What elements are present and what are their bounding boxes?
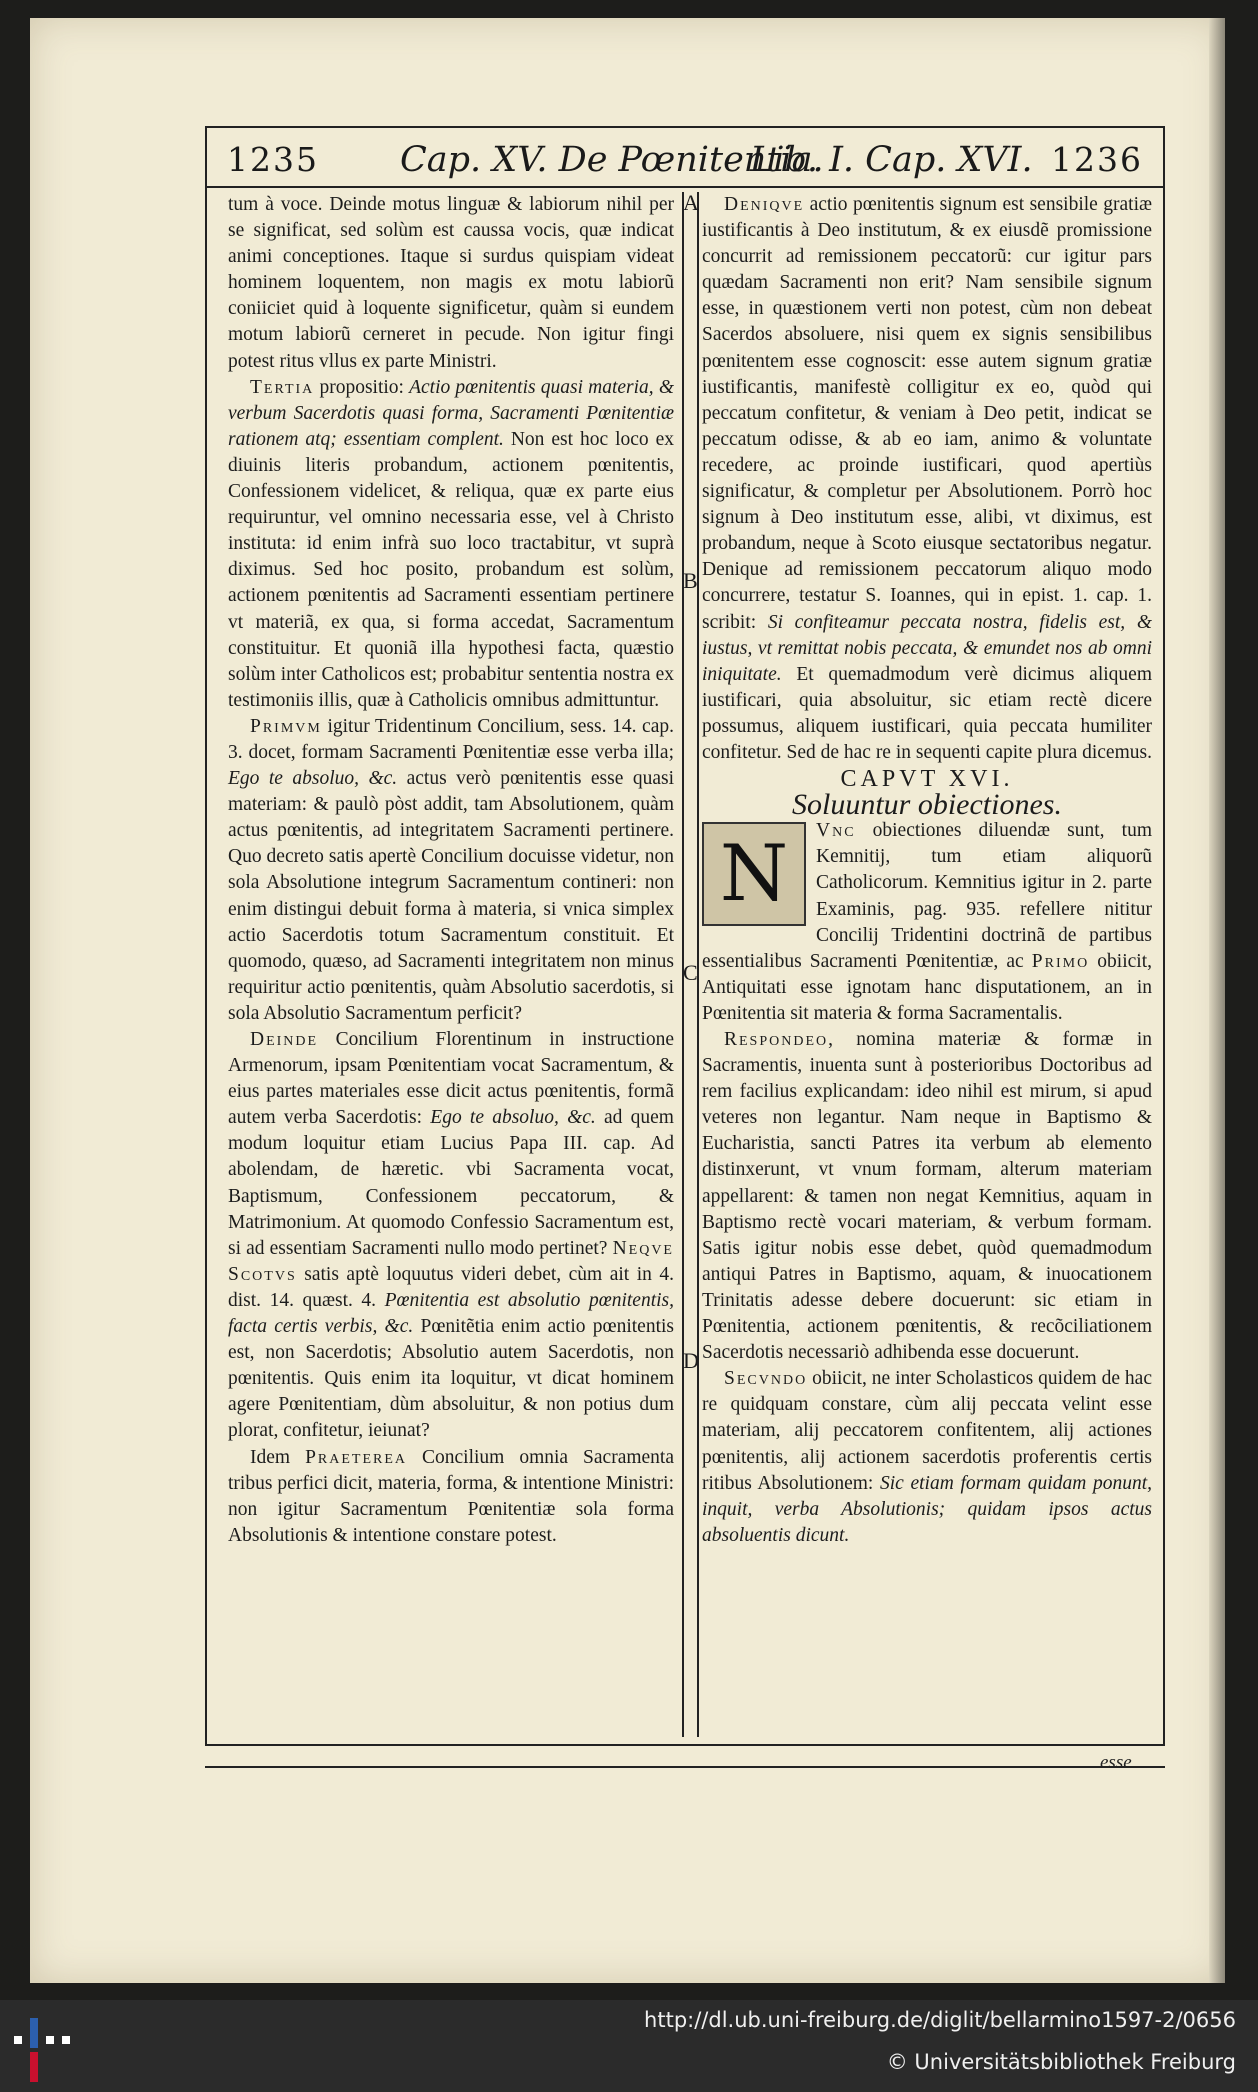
margin-marker-c: C [683,960,698,985]
paragraph [228,192,674,375]
small-caps-run: Praeterea [305,1446,408,1468]
italic-run: Ego te absoluo, &c. [228,768,398,790]
text-run: igitur Tridentinum Concilium, sess. 14. cap. 3. docet, formam Sacramenti Pœnitentiæ esse verba illa; [228,715,674,763]
text-run: , nomina materiæ & formæ in Sacramentis, inuenta sunt à posterioribus Doctoribus ad rem facilius explicandam: ideo nihil est mirum, si apud veteres non legantur. Nam neque in Baptismo & Eucharistia, sancti Patres ita verbum ab elemento distinxerunt, vt vnum formam, alterum materiam appellarent: & tamen non negat Kemnitius, aquam in Baptismo rectè vocari materiam, & verbum formam. Satis igitur nobis esse debet, quòd quemadmodum antiqui Patres in Baptismo, aquam, & inuocationem Trinitatis adesse debere docuerunt: sic etiam in Pœnitentia, actionem pœnitentis, & recõciliationem Sacerdotis necessariò adhibenda esse docuerunt. [702,1029,1152,1364]
italic-run: Pœnitentia est absolutio pœnitentis, facta certis verbis, &c. [228,1289,675,1338]
page-edge [1209,18,1225,1983]
text-run: obiicit, ne inter Scholasticos quidem de hac re quidquam constare, cùm alij peccata velint esse materiam, alij peccatorem confitentem, alij actiones pœnitentis, alij actionem sacerdotis proferentis certis ritibus Absolutionem: [702,1368,1152,1494]
copyright-notice: © Universitätsbibliothek Freiburg [886,2050,1236,2074]
text-run: satis aptè loquutus videri debet, cùm ait in 4. dist. 14. quæst. 4. [228,1263,674,1311]
ub-freiburg-logo-icon [10,2008,80,2084]
paragraph [702,192,1152,766]
small-caps-lead: Deniqve [724,194,805,215]
small-caps-lead: Tertia [250,376,315,398]
left-column [228,192,674,1549]
paragraph [228,714,674,1027]
paragraph [228,375,674,714]
initial-letter: N [719,829,789,920]
text-run: Et quemadmodum verè dicimus aliquem iustificari, quia absoluitur, sic etiam rectè dicere possumus, aliquem iustificari, quia peccata humiliter confitetur. Sed de hac re in sequenti capite plura dicemus. [702,663,1152,763]
text-run: Non est hoc loco ex diuinis literis probandum, actionem pœnitentis, Confessionem videlicet, & reliqua, quæ ex parte eius requiruntur, vel omnino necessaria esse, vel à Christo instituta: id enim infrà suo loco tractabitur, vt suprà diximus. Sed hoc posito, probandum est solùm, actionem pœnitentis ad Sacramenti essentiam pertinere vt materiã, ex qua, si forma accedat, Sacramentum constituitur. Et quoniã illa hypothesi facta, quæstio solùm inter Catholicos est; probabitur sententia nostra ex testimoniis illis, quæ à Catholicis omnibus admittuntur. [228,428,674,711]
text-run: obiectiones diluendæ sunt, tum Kemnitij, tum etiam aliquorũ Catholicorum. Kemnitius igitur in 2. parte Examinis, pag. 935. refellere nititur Concilij Tridentini doctrinã de partibus essentialibus Sacramenti Pœnitentiæ, ac [702,820,1152,972]
document-url[interactable]: http://dl.ub.uni-freiburg.de/diglit/bellarmino1597-2/0656 [644,2008,1236,2032]
italic-run: Actio pœnitentis quasi materia, & verbum Sacerdotis quasi forma, Sacramenti Pœnitentiæ rationem atq; essentiam complent. [228,376,674,450]
page-number-left: 1235 [227,140,319,179]
text-run: tum à voce. Deinde motus linguæ & labiorum nihil per se significat, sed solùm est caussa vocis, quæ indicat animi conceptiones. Itaque si surdus quispiam videat hominem loquentem, non magis ex motu labiorũ coniiciet quid à loquente significetur, quàm si eundem motum labiorũ cerneret in pecude. Non igitur fingi potest ritus vllus ex parte Ministri. [228,194,674,372]
decorated-initial [702,822,806,926]
small-caps-run: Primo [1031,950,1090,972]
small-caps-lead: Respondeo [724,1029,829,1050]
margin-marker-a: A [683,190,699,215]
right-column [702,192,1152,1549]
text-run: actus verò pœnitentis esse quasi materiam: & paulò pòst addit, tam Absolutionem, quàm actus pœnitentis, ad integritatem Sacramenti pertinere. Quo decreto satis apertè Concilium docuisse videtur, non sola Absolutione integrum Sacramentum contineri: non enim distingui debuit forma à materia, si vnica simplex actio Sacerdotis totum Sacramentum constituit. Et quomodo, quæso, ad Sacramenti integritatem non minus requiritur actio pœnitentis, quàm Absolutio sacerdotis, si sola Absolutio Sacramentum perficit? [228,768,674,1024]
text-run: ad quem modum loquitur etiam Lucius Papa III. cap. Ad abolendam, de hæretic. vbi Sacramenta vocat, Baptismum, Confessionem peccatorum, & Matrimonium. At quomodo Confessio Sacramentum est, si ad essentiam Sacramenti nullo modo pertinet? [228,1107,674,1259]
italic-run: Sic etiam formam quidam ponunt, inquit, verba Absolutionis; quidam ipsos actus absoluentis dicunt. [702,1472,1152,1546]
small-caps-lead: Secvndo [724,1368,808,1390]
text-run: Concilium omnia Sacramenta tribus perfici dicit, materia, forma, & intentione Ministri: non igitur Sacramentum Pœnitentiæ sola forma Absolutionis & intentione constare potest. [228,1446,674,1546]
paragraph [228,1027,674,1445]
chapter-subtitle: Soluuntur obiectiones. [792,788,1062,822]
paragraph [702,1366,1152,1549]
small-caps-lead: Vnc [816,820,856,842]
text-run: Idem [250,1446,306,1468]
running-title-left: Cap. XV. De Pœnitentia. [400,140,824,180]
running-title-right: Lib. I. Cap. XVI. [750,140,1033,180]
page-number-right: 1236 [1051,140,1143,179]
text-run: Concilium Florentinum in instructione Armenorum, ipsam Pœnitentiam vocat Sacramentum, & eius partes materiales esse dicit actus pœnitentis, formã autem verba Sacerdotis: [228,1029,674,1129]
text-run: Pœnitẽtia enim actio pœnitentis est, non Sacerdotis; Absolutio autem Sacerdotis, non pœnitentis. Quis enim ita loquitur, vt dicat hominem agere Pœnitentiam, dùm absoluitur, & non potius dum plorat, confitetur, ieiunat? [228,1316,675,1442]
paragraph [702,818,1152,1027]
italic-run: Si confiteamur peccata nostra, fidelis est, & iustus, vt remittat nobis peccata, & emundet nos ab omni iniquitate. [702,611,1152,685]
chapter-heading: CAPVT XVI. [840,766,1014,793]
margin-marker-b: B [683,568,698,593]
small-caps-run: Neqve Scotvs [228,1237,674,1285]
small-caps-lead: Deinde [250,1029,319,1050]
text-run: actio pœnitentis signum est sensibile gratiæ iustificantis à Deo institutum, & ex eiusdẽ promissione concurrit ad remissionem peccatorũ: cur igitur pars quædam Sacramenti non erit? Nam sensibile signum esse, in quæstionem verti non potest, cùm non debeat Sacerdos absoluere, nisi quem ex signis sensibilibus pœnitentem esse cognoscit: esse autem signum gratiæ iustificantis, manifestè colligitur ex eo, quòd qui peccatum confitetur, & veniam à Deo petit, indicat se peccatum odisse, & ab eo iam, animo & voluntate recedere, ac proinde iustificari, quod apertiùs significatur, & completur per Absolutionem. Porrò hoc signum à Deo institutum esse, alibi, vt diximus, est probandum, neque à Scoto eiusque sectatoribus negatur. Denique ad remissionem peccatorum aliquo modo concurrere, testatur S. Ioannes, qui in epist. 1. cap. 1. scribit: [702,194,1152,633]
margin-marker-d: D [683,1348,699,1373]
paragraph [702,1027,1152,1366]
catchword: esse [1100,1752,1132,1773]
italic-run: Ego te absoluo, &c. [430,1107,596,1129]
viewer-footer [0,2000,1258,2092]
text-run: propositio: [314,376,410,398]
small-caps-lead: Primvm [250,715,322,737]
bottom-rule [205,1766,1165,1768]
paragraph [228,1445,674,1549]
text-run: obiicit, Antiquitati esse ignotam hanc disputationem, an in Pœnitentia sit materia & forma Sacramentalis. [702,950,1153,1024]
